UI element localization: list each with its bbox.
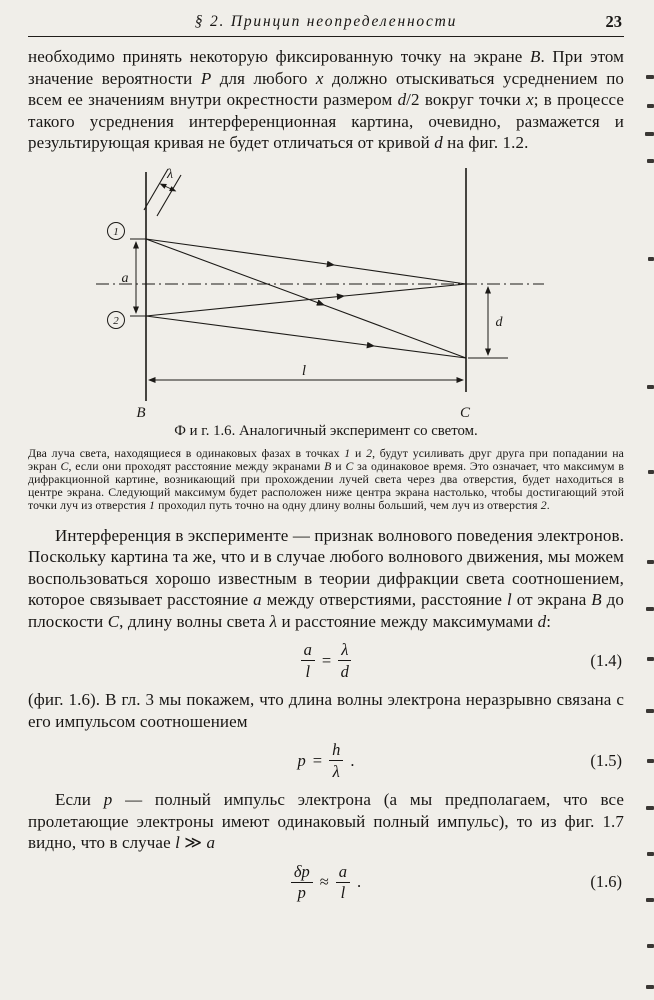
ray-slit2-to-center: [146, 284, 466, 316]
figure-1-6: [28, 164, 624, 512]
paragraph-3: (фиг. 1.6). В гл. 3 мы покажем, что длина волны электрона неразрывно связана с его импульсом соотношением: [28, 690, 624, 731]
equation-1-4: [28, 641, 624, 680]
scan-artifact: [647, 560, 654, 564]
ray-slit2-to-lower-max: [146, 316, 466, 358]
scan-artifact: [646, 709, 654, 713]
scan-artifact: [648, 470, 654, 474]
figure-caption: [28, 423, 624, 440]
approx-sign: ≈: [319, 872, 329, 891]
screen-B-label: B: [136, 404, 146, 421]
ray-slit1-to-center: [146, 239, 466, 284]
wavelength-arrow-left: [161, 184, 169, 188]
dimension-l-label: l: [301, 362, 307, 379]
figure-caption-label: Ф и г. 1.6.: [174, 422, 236, 439]
scan-artifact: [647, 759, 654, 763]
page-number: 23: [605, 12, 622, 31]
page-content: [28, 4, 624, 910]
screen-C-label: C: [459, 404, 471, 421]
figure-caption-text: Аналогичный эксперимент со светом.: [235, 422, 478, 439]
slit1-number: 1: [113, 225, 119, 238]
slit2-number: 2: [113, 314, 119, 327]
equation-number: (1.6): [590, 872, 622, 891]
scan-artifact: [647, 657, 654, 661]
fraction-numerator: a: [336, 863, 350, 883]
scan-artifact: [648, 257, 654, 261]
scan-artifact: [646, 898, 654, 902]
fraction-h-over-lambda: [329, 741, 343, 780]
fraction-numerator: δp: [291, 863, 313, 883]
dimension-d-label: d: [495, 314, 503, 330]
scan-artifact: [647, 159, 654, 163]
fraction-denominator: l: [305, 661, 311, 681]
fraction-a-over-l: [301, 641, 315, 680]
figure-description: Два луча света, находящиеся в одинаковых фазах в точках 1 и 2, будут усиливать друг друга при попадании на экран C, если они проходят расстояние между экранами B и C за одинаковое время. Это означает, что максимум в дифракционной картине, возникающий при прохождении лучей света через два отверстия, будет находиться в центре экрана. Следующий максимум будет расположен ниже центра экрана настолько, чтобы достигающий этой точки луч из отверстия 1 проходил путь точно на одну длину волны больший, чем луч из отверстия 2.: [28, 445, 625, 512]
scan-artifact: [647, 852, 654, 856]
scan-artifact: [647, 385, 654, 389]
equation-1-5-expression: [298, 741, 355, 780]
section-title: § 2. Принцип неопределенности: [194, 13, 458, 30]
fraction-numerator: λ: [338, 641, 351, 661]
equation-1-6: [28, 863, 624, 902]
page-header: [28, 4, 624, 37]
scan-artifact: [647, 104, 654, 108]
fraction-numerator: a: [301, 641, 315, 661]
scan-artifact: [647, 944, 654, 948]
scan-artifact: [646, 75, 654, 79]
paragraph-2: Интерференция в эксперименте — признак волнового поведения электронов. Поскольку картина та же, что и в случае любого волнового движения, мы можем воспользоваться хорошо известным в теории дифракции света соотношением, которое связывает расстояние a между отверстиями, расстояние l от экрана B до плоскости C, длину волны света λ и расстояние между максимумами d:: [28, 525, 624, 631]
fraction-dp-over-p: [291, 863, 313, 902]
fraction-lambda-over-d: [338, 641, 351, 680]
equation-1-4-expression: [301, 641, 352, 680]
scan-artifact: [646, 607, 654, 611]
fraction-denominator: l: [340, 883, 346, 902]
scan-artifact: [646, 985, 654, 989]
fraction-denominator: λ: [332, 761, 340, 781]
equals-sign: =: [321, 650, 332, 670]
equation-period: .: [357, 872, 362, 891]
ray-slit1-to-lower-max: [146, 239, 466, 358]
scan-artifact: [646, 806, 654, 810]
equation-1-6-expression: [291, 863, 361, 902]
equation-period: .: [350, 750, 355, 770]
variable-p: p: [297, 750, 306, 770]
figure-captions: [28, 423, 624, 512]
equation-number: (1.5): [590, 750, 622, 770]
equation-1-5: [28, 741, 624, 780]
equals-sign: =: [312, 750, 323, 770]
fraction-denominator: p: [297, 883, 306, 902]
two-slit-light-diagram: [94, 164, 554, 422]
fraction-numerator: h: [329, 741, 343, 761]
dimension-a-label: a: [121, 270, 129, 286]
equation-number: (1.4): [590, 650, 622, 670]
paragraph-4: Если p — полный импульс электрона (а мы предполагаем, что все пролетающие электроны имеют одинаковый полный импульс), то из фиг. 1.7 видно, что в случае l ≫ a: [28, 789, 625, 853]
paragraph-1: необходимо принять некоторую фиксированную точку на экране B. При этом значение вероятности P для любого x должно отыскиваться усреднением по всем ее значениям внутри окрестности размером d/2 вокруг точки x; в процессе такого усреднения интерференционная картина, очевидно, размажется и результирующая кривая не будет отличаться от кривой d на фиг. 1.2.: [28, 47, 625, 153]
scan-artifact: [645, 132, 654, 136]
fraction-a-over-l: [336, 863, 350, 902]
fraction-denominator: d: [340, 661, 349, 681]
lambda-label: λ: [166, 166, 174, 182]
